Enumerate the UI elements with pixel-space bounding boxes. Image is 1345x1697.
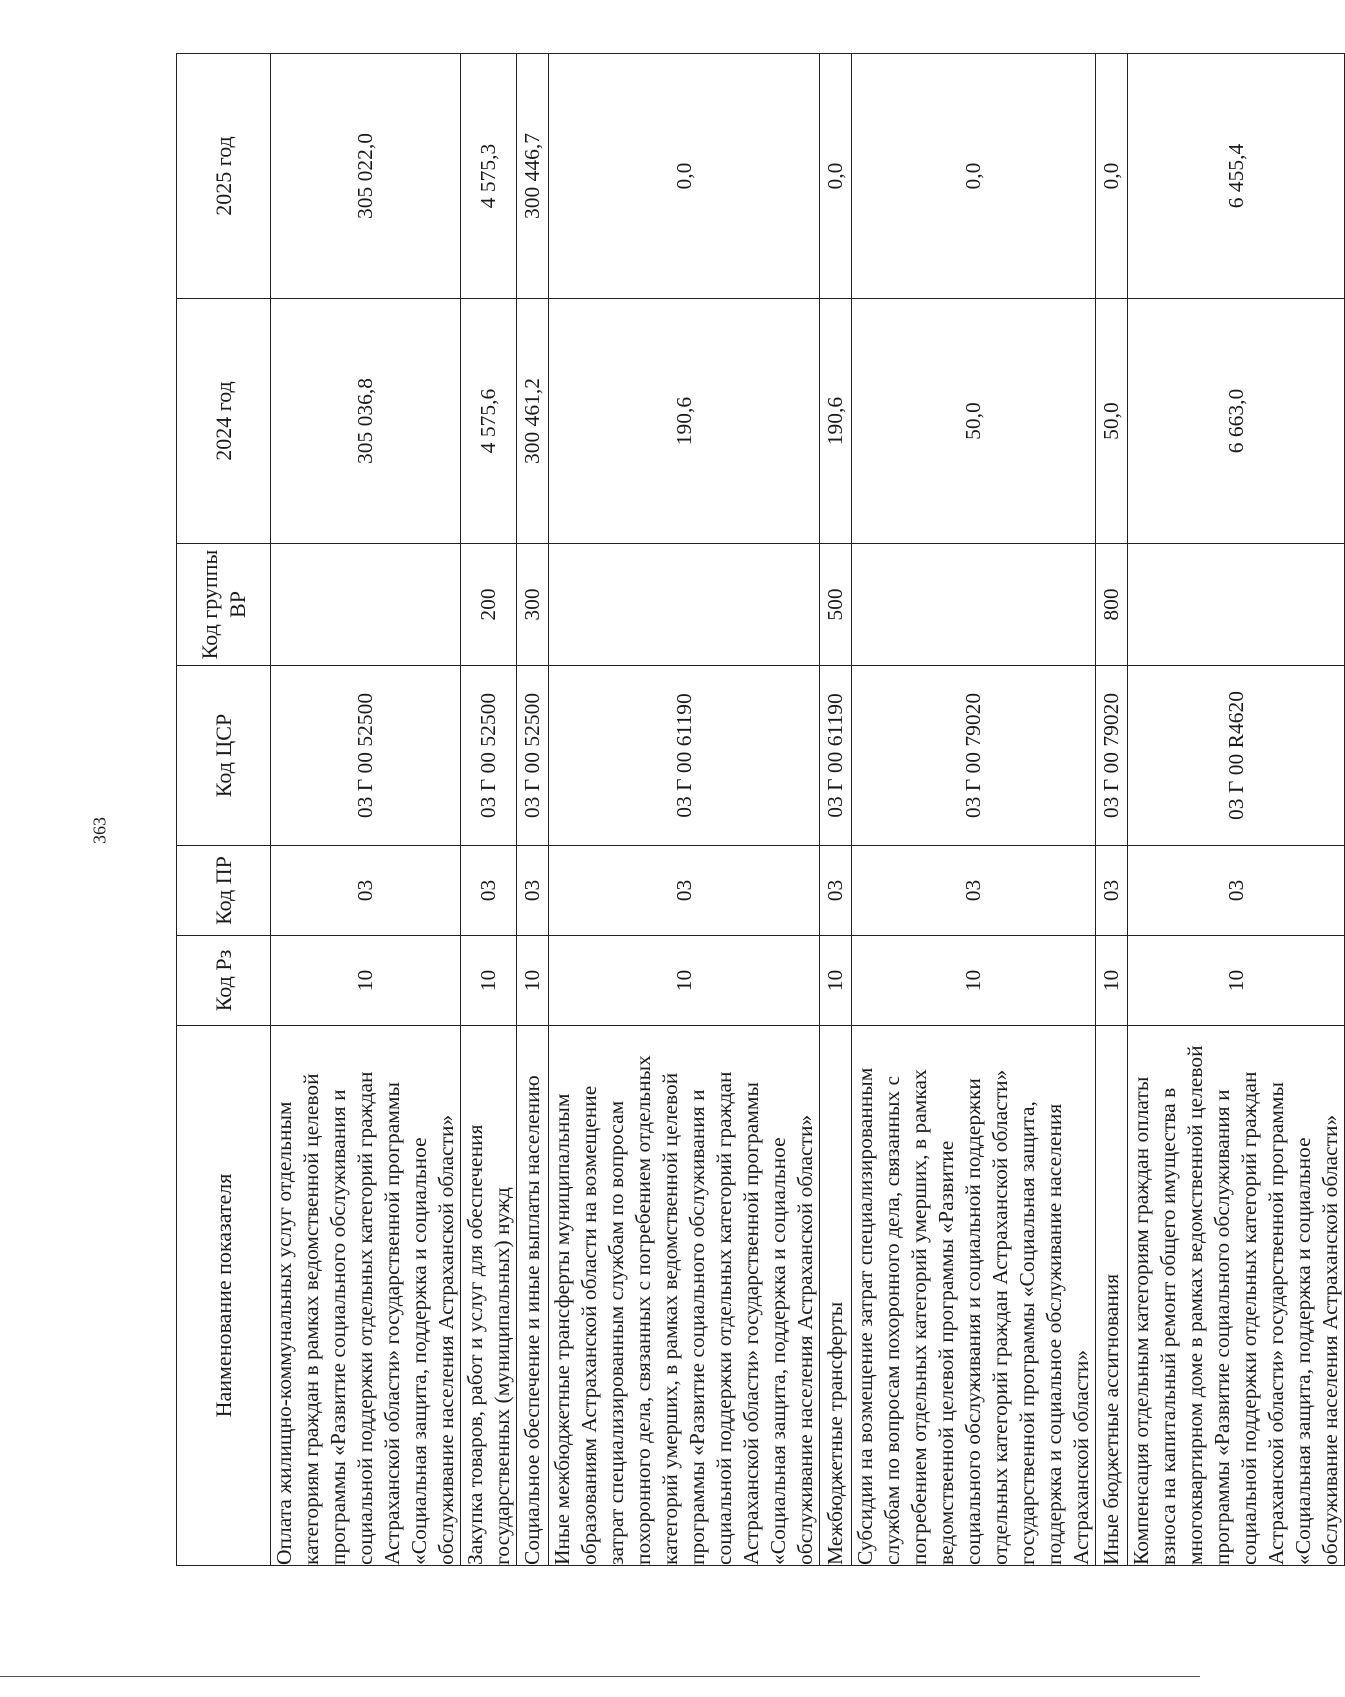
row-csr: 03 Г 00 79020 bbox=[852, 666, 1096, 846]
row-2025: 4 575,3 bbox=[461, 54, 517, 299]
row-csr: 03 Г 00 52500 bbox=[517, 666, 549, 846]
row-csr: 03 Г 00 79020 bbox=[1096, 666, 1128, 846]
row-2024: 50,0 bbox=[852, 299, 1096, 544]
row-vr: 200 bbox=[461, 544, 517, 666]
row-2024: 6 663,0 bbox=[1128, 299, 1345, 544]
bottom-rule bbox=[0, 1676, 1200, 1677]
row-name: Социальное обеспечение и иные выплаты населению bbox=[517, 1026, 549, 1566]
row-2024: 300 461,2 bbox=[517, 299, 549, 544]
table-row bbox=[852, 54, 1096, 1566]
row-csr: 03 Г 00 52500 bbox=[271, 666, 461, 846]
header-2025: 2025 год bbox=[177, 54, 271, 299]
table-row bbox=[820, 54, 852, 1566]
row-pr: 03 bbox=[1096, 846, 1128, 936]
row-rz: 10 bbox=[271, 936, 461, 1026]
row-vr bbox=[852, 544, 1096, 666]
header-2024: 2024 год bbox=[177, 299, 271, 544]
row-2024: 50,0 bbox=[1096, 299, 1128, 544]
row-2024: 305 036,8 bbox=[271, 299, 461, 544]
row-name: Субсидии на возмещение затрат специализированным службам по вопросам похоронного дела, связанных с погребением отдельных категорий умерших, в рамках ведомственной целевой программы «Развитие социального обслуживания и социальной поддержки отдельных категорий граждан Астраханской области» государственной программы «Социальная защита, поддержка и социальное обслуживание населения Астраханской области» bbox=[852, 1026, 1096, 1566]
header-pr: Код ПР bbox=[177, 846, 271, 936]
row-name: Межбюджетные трансферты bbox=[820, 1026, 852, 1566]
row-name: Иные межбюджетные трансферты муниципальным образованиям Астраханской области на возмещение затрат специализированным службам по вопросам похоронного дела, связанных с погребением отдельных категорий умерших, в рамках ведомственной целевой программы «Развитие социального обслуживания и социальной поддержки отдельных категорий граждан Астраханской области» государственной программы «Социальная защита, поддержка и социальное обслуживание населения Астраханской области» bbox=[549, 1026, 820, 1566]
row-2025: 305 022,0 bbox=[271, 54, 461, 299]
budget-table bbox=[176, 53, 1345, 1566]
row-name: Оплата жилищно-коммунальных услуг отдельным категориям граждан в рамках ведомственной целевой программы «Развитие социального обслуживания и социальной поддержки отдельных категорий граждан Астраханской области» государственной программы «Социальная защита, поддержка и социальное обслуживание населения Астраханской области» bbox=[271, 1026, 461, 1566]
row-vr bbox=[1128, 544, 1345, 666]
page-number: 363 bbox=[89, 817, 110, 844]
row-csr: 03 Г 00 R4620 bbox=[1128, 666, 1345, 846]
row-rz: 10 bbox=[461, 936, 517, 1026]
table-row bbox=[461, 54, 517, 1566]
row-rz: 10 bbox=[517, 936, 549, 1026]
table-row bbox=[549, 54, 820, 1566]
row-rz: 10 bbox=[1096, 936, 1128, 1026]
row-2025: 300 446,7 bbox=[517, 54, 549, 299]
row-2025: 0,0 bbox=[820, 54, 852, 299]
row-2025: 0,0 bbox=[1096, 54, 1128, 299]
table-row bbox=[1128, 54, 1345, 1566]
row-rz: 10 bbox=[549, 936, 820, 1026]
row-vr: 300 bbox=[517, 544, 549, 666]
rotated-table-container bbox=[176, 54, 1342, 1566]
row-name: Закупка товаров, работ и услуг для обеспечения государственных (муниципальных) нужд bbox=[461, 1026, 517, 1566]
row-pr: 03 bbox=[1128, 846, 1345, 936]
row-csr: 03 Г 00 61190 bbox=[820, 666, 852, 846]
header-rz: Код Рз bbox=[177, 936, 271, 1026]
row-csr: 03 Г 00 52500 bbox=[461, 666, 517, 846]
row-2025: 6 455,4 bbox=[1128, 54, 1345, 299]
table-row bbox=[1096, 54, 1128, 1566]
row-vr bbox=[271, 544, 461, 666]
row-pr: 03 bbox=[820, 846, 852, 936]
row-vr bbox=[549, 544, 820, 666]
row-2024: 4 575,6 bbox=[461, 299, 517, 544]
row-vr: 800 bbox=[1096, 544, 1128, 666]
row-name: Иные бюджетные ассигнования bbox=[1096, 1026, 1128, 1566]
row-2025: 0,0 bbox=[852, 54, 1096, 299]
header-vr: Код группы ВР bbox=[177, 544, 271, 666]
row-2025: 0,0 bbox=[549, 54, 820, 299]
row-rz: 10 bbox=[1128, 936, 1345, 1026]
table-row bbox=[271, 54, 461, 1566]
row-pr: 03 bbox=[271, 846, 461, 936]
table-row bbox=[517, 54, 549, 1566]
header-csr: Код ЦСР bbox=[177, 666, 271, 846]
row-csr: 03 Г 00 61190 bbox=[549, 666, 820, 846]
row-name: Компенсация отдельным категориям граждан оплаты взноса на капитальный ремонт общего имущества в многоквартирном доме в рамках ведомственной целевой программы «Развитие социального обслуживания и социальной поддержки отдельных категорий граждан Астраханской области» государственной программы «Социальная защита, поддержка и социальное обслуживание населения Астраханской области» bbox=[1128, 1026, 1345, 1566]
row-pr: 03 bbox=[549, 846, 820, 936]
row-pr: 03 bbox=[517, 846, 549, 936]
row-2024: 190,6 bbox=[820, 299, 852, 544]
row-vr: 500 bbox=[820, 544, 852, 666]
header-name: Наименование показателя bbox=[177, 1026, 271, 1566]
row-pr: 03 bbox=[461, 846, 517, 936]
row-rz: 10 bbox=[852, 936, 1096, 1026]
row-2024: 190,6 bbox=[549, 299, 820, 544]
row-rz: 10 bbox=[820, 936, 852, 1026]
row-pr: 03 bbox=[852, 846, 1096, 936]
header-row bbox=[177, 54, 271, 1566]
